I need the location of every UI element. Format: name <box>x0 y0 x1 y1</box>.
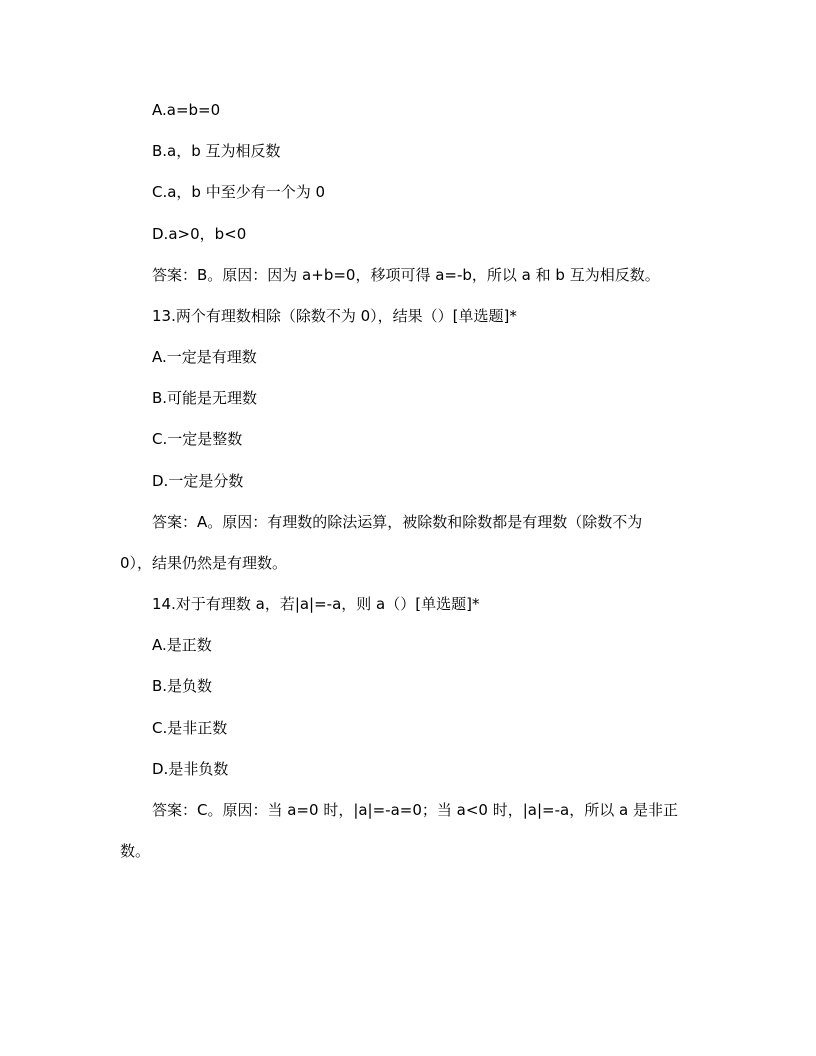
q14-title: 14.对于有理数 a，若|a|=-a，则 a（）[单选题]* <box>152 595 480 613</box>
q14-option-d: D.是非负数 <box>152 760 229 778</box>
q12-option-b: B.a，b 互为相反数 <box>152 142 281 160</box>
q14-option-b: B.是负数 <box>152 677 213 695</box>
q12-answer: 答案：B。原因：因为 a+b=0，移项可得 a=-b，所以 a 和 b 互为相反数。 <box>152 266 660 284</box>
q13-title: 13.两个有理数相除（除数不为 0），结果（）[单选题]* <box>152 307 517 325</box>
q12-option-a: A.a=b=0 <box>152 101 221 119</box>
q13-option-a: A.一定是有理数 <box>152 348 257 366</box>
q12-option-c: C.a，b 中至少有一个为 0 <box>152 183 326 201</box>
q13-answer-line-1: 答案：A。原因：有理数的除法运算，被除数和除数都是有理数（除数不为 <box>152 513 643 531</box>
q13-option-d: D.一定是分数 <box>152 472 244 490</box>
q14-option-c: C.是非正数 <box>152 719 228 737</box>
q14-option-a: A.是正数 <box>152 636 212 654</box>
q13-answer-line-2: 0），结果仍然是有理数。 <box>120 554 288 572</box>
q13-option-c: C.一定是整数 <box>152 430 243 448</box>
q14-answer-line-1: 答案：C。原因：当 a=0 时，|a|=-a=0；当 a<0 时，|a|=-a，所以 a 是非正 <box>152 801 678 819</box>
q14-answer-line-2: 数。 <box>120 842 151 860</box>
q12-option-d: D.a>0，b<0 <box>152 225 247 243</box>
q13-option-b: B.可能是无理数 <box>152 389 258 407</box>
